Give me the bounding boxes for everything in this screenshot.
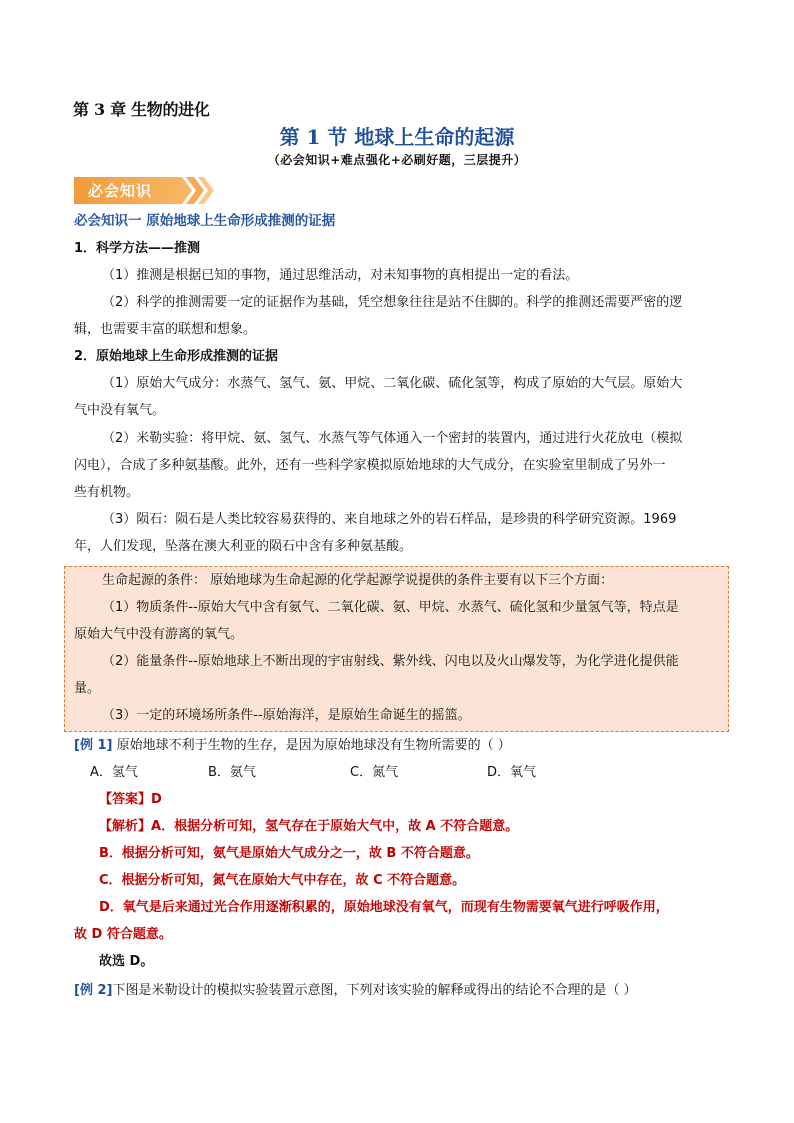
item2-paragraph-1b: 气中没有氧气。 xyxy=(74,403,166,418)
example1-analysis-a xyxy=(99,818,518,836)
callout-line-2b: 原始大气中没有游离的氧气。 xyxy=(74,627,244,642)
callout-line-3a: （2）能量条件--原始地球上不断出现的宇宙射线、紫外线、闪电以及火山爆发等，为化学进化提供能 xyxy=(102,654,679,669)
item2-paragraph-3a: （3）陨石：陨石是人类比较容易获得的、来自地球之外的岩石样品，是珍贵的科学研究资源。1969 xyxy=(102,512,677,527)
example1-analysis-b: B．根据分析可知，氨气是原始大气成分之一，故 B 不符合题意。 xyxy=(99,846,479,861)
page-title: 第 1 节 地球上生命的起源 xyxy=(279,125,515,149)
callout-line-4: （3）一定的环境场所条件--原始海洋，是原始生命诞生的摇篮。 xyxy=(102,708,471,723)
item2-title: 2．原始地球上生命形成推测的证据 xyxy=(74,349,279,364)
example1-option-b: B．氨气 xyxy=(208,765,256,780)
example1-analysis-d2: 故 D 符合题意。 xyxy=(74,927,172,942)
item2-paragraph-2c: 些有机物。 xyxy=(74,485,140,500)
item1-paragraph-1 xyxy=(102,267,578,285)
badge-label: 必会知识 xyxy=(88,182,153,200)
page-subtitle: （必会知识+难点强化+必刷好题，三层提升） xyxy=(267,153,527,167)
item2-paragraph-2b: 闪电），合成了多种氨基酸。此外，还有一些科学家模拟原始地球的大气成分，在实验室里制成了另外一 xyxy=(74,458,666,473)
callout-line-3b: 量。 xyxy=(74,681,101,696)
analysis-a-text: A．根据分析可知，氢气存在于原始大气中，故 A 不符合题意。 xyxy=(151,819,519,834)
section-heading: 必会知识一 原始地球上生命形成推测的证据 xyxy=(74,213,336,229)
example2-label: [例 2] xyxy=(74,983,113,998)
item2-paragraph-1a: （1）原始大气成分：水蒸气、氢气、氨、甲烷、二氧化碳、硫化氢等，构成了原始的大气层。原始大 xyxy=(102,376,683,391)
chapter-heading: 第 3 章 生物的进化 xyxy=(73,100,210,119)
callout-line-1: 生命起源的条件： 原始地球为生命起源的化学起源学说提供的条件主要有以下三个方面： xyxy=(102,573,614,588)
example1-answer xyxy=(99,791,162,809)
example1-conclusion: 故选 D。 xyxy=(99,954,154,969)
item2-paragraph-2a: （2）米勒实验：将甲烷、氨、氢气、水蒸气等气体通入一个密封的装置内，通过进行火花放电（模拟 xyxy=(102,431,683,446)
item1-paragraph-2a: （2）科学的推测需要一定的证据作为基础，凭空想象往往是站不住脚的。科学的推测还需要严密的逻 xyxy=(102,295,683,310)
example2-question-text: 下图是米勒设计的模拟实验装置示意图，下列对该实验的解释或得出的结论不合理的是（ ） xyxy=(112,983,637,998)
item2-paragraph-3b: 年，人们发现，坠落在澳大利亚的陨石中含有多种氨基酸。 xyxy=(74,539,413,554)
callout-line-2a: （1）物质条件--原始大气中含有氨气、二氧化碳、氨、甲烷、水蒸气、硫化氢和少量氢气等，特点是 xyxy=(102,600,679,615)
section-badge xyxy=(74,177,214,204)
item1-p1-text: （1）推测是根据已知的事物，通过思维活动，对未知事物的真相提出一定的看法。 xyxy=(102,268,579,283)
item1-title: 1．科学方法——推测 xyxy=(74,241,201,256)
example1-option-a: A．氢气 xyxy=(90,765,138,780)
example1-question xyxy=(74,737,511,755)
answer-value: D xyxy=(151,792,162,807)
example2-question xyxy=(74,982,637,1000)
analysis-label: 【解析】 xyxy=(99,819,152,834)
example1-label: [例 1] xyxy=(74,738,113,753)
item1-paragraph-2b: 辑，也需要丰富的联想和想象。 xyxy=(74,322,257,337)
example1-analysis-c: C．根据分析可知，氮气在原始大气中存在，故 C 不符合题意。 xyxy=(99,873,466,888)
example1-analysis-d1: D．氧气是后来通过光合作用逐渐积累的，原始地球没有氧气，而现有生物需要氧气进行呼吸作用， xyxy=(99,900,669,915)
example1-option-c: C．氮气 xyxy=(350,765,399,780)
example1-option-d: D．氧气 xyxy=(487,765,537,780)
answer-label: 【答案】 xyxy=(99,792,152,807)
example1-question-text: 原始地球不利于生物的生存，是因为原始地球没有生物所需要的（ ） xyxy=(112,738,511,753)
